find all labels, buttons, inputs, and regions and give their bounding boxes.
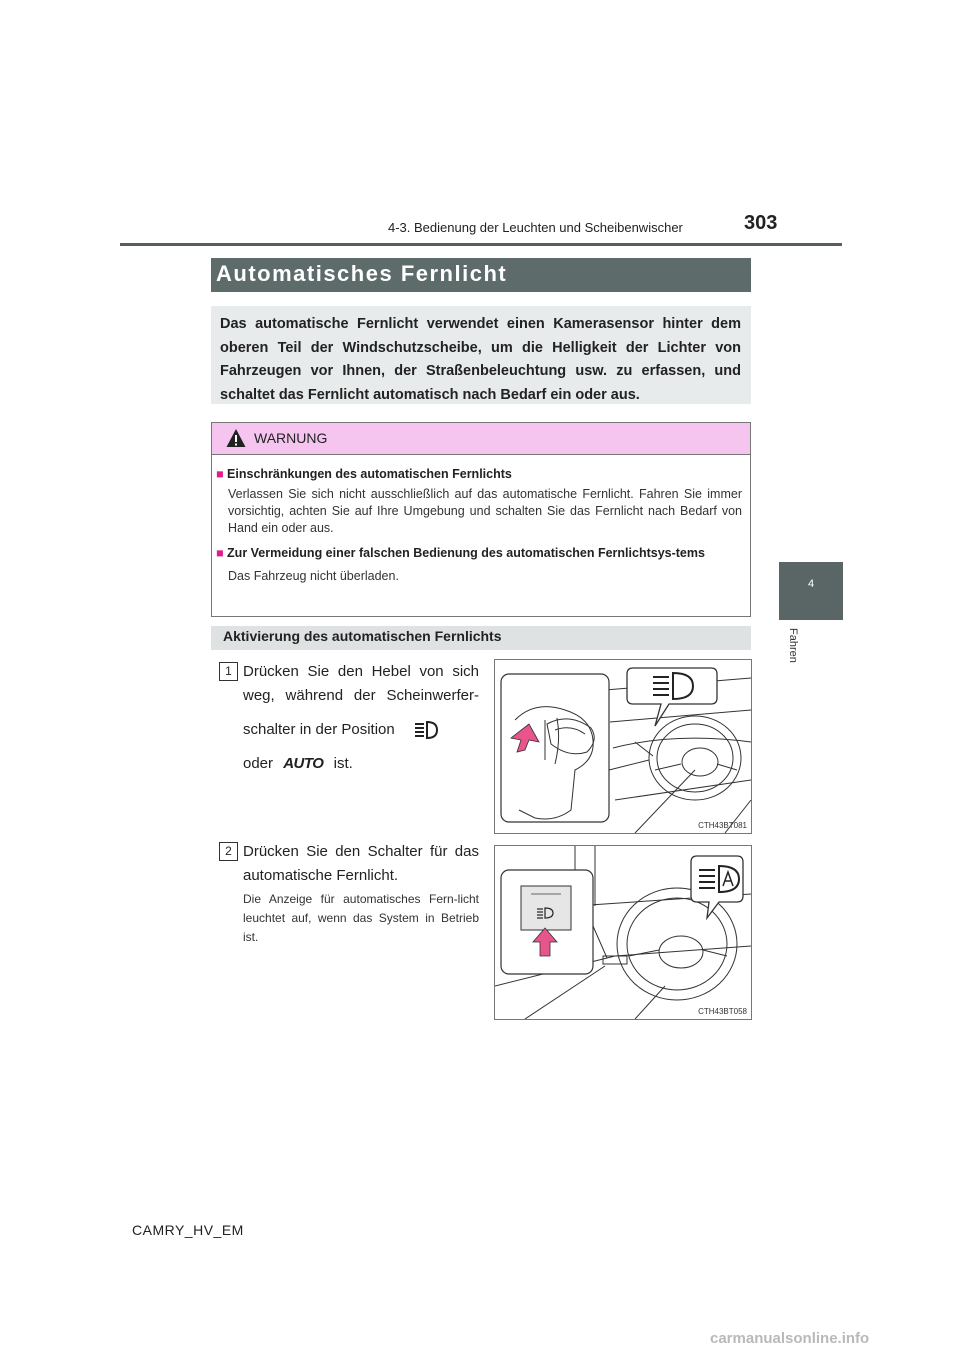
lever-illustration xyxy=(495,660,751,833)
step-number-1: 1 xyxy=(219,662,238,681)
bullet-square-icon: ■ xyxy=(216,546,224,560)
header-rule xyxy=(120,243,842,246)
chapter-tab xyxy=(779,562,843,620)
footer-model-code: CAMRY_HV_EM xyxy=(132,1222,244,1238)
figure-code: CTH43BT058 xyxy=(698,1007,747,1016)
page-number: 303 xyxy=(744,212,778,234)
warning-item-text: Verlassen Sie sich nicht ausschließlich auf das automatische Fernlicht. Fahren Sie immer vorsichtig, achten Sie auf Ihre Umgebung und schalten Sie das Fernlicht nach Bedarf von Hand ein oder aus. xyxy=(228,487,742,535)
warning-icon xyxy=(226,428,246,448)
chapter-tab-number: 4 xyxy=(807,578,815,590)
headlight-icon xyxy=(413,720,439,740)
warning-item-heading: Einschränkungen des automatischen Fernlichts xyxy=(227,467,512,481)
bullet-square-icon: ■ xyxy=(216,467,224,481)
intro-text: Das automatische Fernlicht verwendet einen Kamerasensor hinter dem oberen Teil der Windschutzscheibe, um die Helligkeit der Lichter von Fahrzeugen vor Ihnen, der Straßenbeleuchtung usw. zu erfassen, und schaltet das Fernlicht automatisch nach Bedarf ein oder aus. xyxy=(220,316,741,403)
step-1-text: Drücken Sie den Hebel von sich weg, während der Scheinwerfer- schalter in der Position oder AUTO ist. xyxy=(243,663,479,772)
warning-item-2 xyxy=(216,545,742,585)
warning-item-text: Das Fahrzeug nicht überladen. xyxy=(228,569,399,583)
warning-item-heading: Zur Vermeidung einer falschen Bedienung des automatischen Fernlichtsys-tems xyxy=(227,546,705,560)
switch-illustration xyxy=(495,846,751,1019)
section-title: Aktivierung des automatischen Fernlichts xyxy=(223,628,502,644)
figure-lever xyxy=(494,659,752,834)
chapter-tab-label: Fahren xyxy=(787,628,799,663)
page-title: Automatisches Fernlicht xyxy=(216,261,508,286)
step-number-2: 2 xyxy=(219,842,238,861)
step-2-subtext: Die Anzeige für automatisches Fern-licht leuchtet auf, wenn das System in Betrieb ist. xyxy=(243,892,479,944)
running-header-section: 4-3. Bedienung der Leuchten und Scheibenwischer xyxy=(388,220,683,235)
warning-item-1 xyxy=(216,466,742,537)
watermark: carmanualsonline.info xyxy=(710,1330,870,1347)
auto-label: AUTO xyxy=(283,755,324,772)
step-2-text: Drücken Sie den Schalter für das automatische Fernlicht. xyxy=(243,843,479,884)
figure-switch xyxy=(494,845,752,1020)
figure-code: CTH43BT081 xyxy=(698,821,747,830)
warning-title: WARNUNG xyxy=(254,430,328,446)
